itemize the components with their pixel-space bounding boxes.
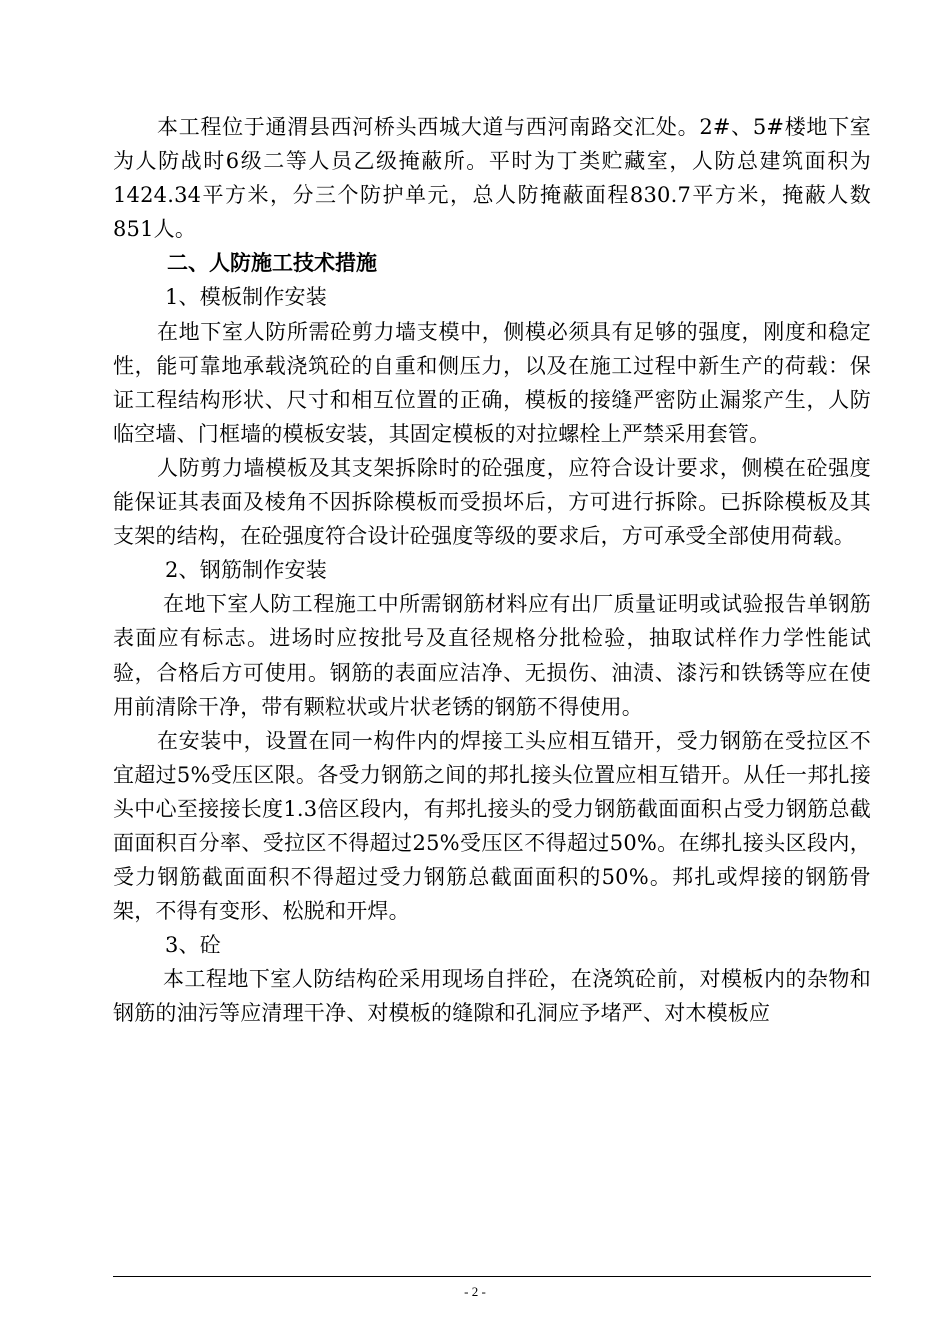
rebar-paragraph-1: 在地下室人防工程施工中所需钢筋材料应有出厂质量证明或试验报告单钢筋表面应有标志。进场时应按批号及直径规格分批检验，抽取试样作力学性能试验，合格后方可使用。钢筋的表面应洁净、无损伤、油渍、漆污和铁锈等应在使用前清除干净，带有颗粒状或片状老锈的钢筋不得使用。 [113, 592, 871, 719]
page-body [113, 110, 871, 1031]
intro-paragraph: 本工程位于通渭县西河桥头西城大道与西河南路交汇处。2#、5#楼地下室为人防战时6级二等人员乙级掩蔽所。平时为丁类贮藏室，人防总建筑面积为1424.34平方米，分三个防护单元，总人防掩蔽面程830.7平方米，掩蔽人数851人。 [113, 115, 871, 242]
formwork-paragraph-1: 在地下室人防所需砼剪力墙支模中，侧模必须具有足够的强度，刚度和稳定性，能可靠地承载浇筑砼的自重和侧压力，以及在施工过程中新生产的荷载：保证工程结构形状、尺寸和相互位置的正确，模板的接缝严密防止漏浆产生，人防临空墙、门框墙的模板安装，其固定模板的对拉螺栓上严禁采用套管。 [113, 319, 871, 446]
subsection-title-formwork: 1、模板制作安装 [165, 285, 327, 310]
formwork-paragraph-2: 人防剪力墙模板及其支架拆除时的砼强度，应符合设计要求，侧模在砼强度能保证其表面及棱角不因拆除模板而受损坏后，方可进行拆除。已拆除模板及其支架的结构，在砼强度符合设计砼强度等级的要求后，方可承受全部使用荷载。 [113, 455, 871, 549]
page-number: - 2 - [464, 1284, 486, 1299]
section-heading: 二、人防施工技术措施 [167, 250, 377, 276]
rebar-paragraph-2: 在安装中，设置在同一构件内的焊接工头应相互错开，受力钢筋在受拉区不宜超过5%受压区限。各受力钢筋之间的邦扎接头位置应相互错开。从任一邦扎接头中心至接接长度1.3倍区段内，有邦扎接头的受力钢筋截面面积占受力钢筋总截面面积百分率、受拉区不得超过25%受压区不得超过50%。在绑扎接头区段内，受力钢筋截面面积不得超过受力钢筋总截面面积的50%。邦扎或焊接的钢筋骨架，不得有变形、松脱和开焊。 [113, 728, 871, 924]
subsection-title-rebar: 2、钢筋制作安装 [165, 558, 327, 583]
footer-divider [113, 1276, 871, 1277]
concrete-paragraph-1: 本工程地下室人防结构砼采用现场自拌砼，在浇筑砼前，对模板内的杂物和钢筋的油污等应清理干净、对模板的缝隙和孔洞应予堵严、对木模板应 [113, 967, 871, 1026]
subsection-title-concrete: 3、砼 [165, 933, 221, 958]
